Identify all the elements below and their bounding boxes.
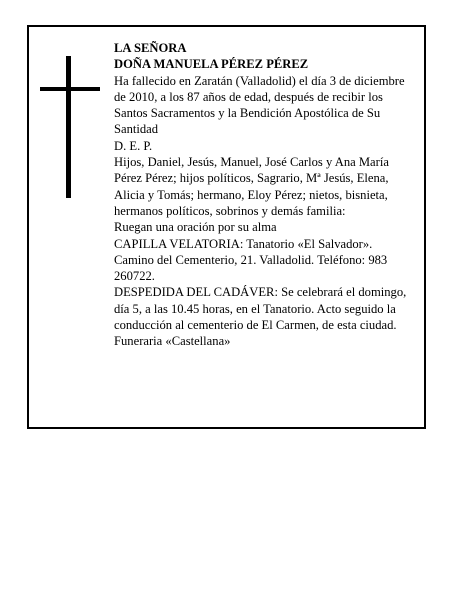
- death-announcement: Ha fallecido en Zaratán (Valladolid) el día 3 de diciembre de 2010, a los 87 años de edad, después de recibir los Santos Sacramentos y la Bendición Apostólica de Su Santidad: [114, 73, 405, 137]
- funeral-home: Funeraria «Castellana»: [114, 334, 231, 349]
- notice-title: LA SEÑORA: [114, 41, 187, 55]
- prayer-request: Ruegan una oración por su alma: [114, 220, 277, 235]
- dep-text: D. E. P.: [114, 138, 153, 153]
- notice-text: [114, 40, 414, 350]
- chapel-info: CAPILLA VELATORIA: Tanatorio «El Salvador». Camino del Cementerio, 21. Valladolid. Teléfono: 983 260722.: [114, 236, 388, 284]
- obituary-notice: [27, 25, 426, 429]
- cross-icon: [40, 56, 100, 198]
- farewell-info: DESPEDIDA DEL CADÁVER: Se celebrará el domingo, día 5, a las 10.45 horas, en el Tanatorio. Acto seguido la conducción al cementerio de El Carmen, de esta ciudad.: [114, 285, 407, 333]
- cross-vertical-bar: [66, 56, 71, 198]
- family-list: Hijos, Daniel, Jesús, Manuel, José Carlos y Ana María Pérez Pérez; hijos políticos, Sagrario, Mª Jesús, Elena, Alicia y Tomás; hermano, Eloy Pérez; nietos, bisnieta, hermanos políticos, sobrinos y demás familia:: [114, 155, 389, 218]
- cross-horizontal-bar: [40, 87, 100, 91]
- deceased-name: DOÑA MANUELA PÉREZ PÉREZ: [114, 57, 309, 72]
